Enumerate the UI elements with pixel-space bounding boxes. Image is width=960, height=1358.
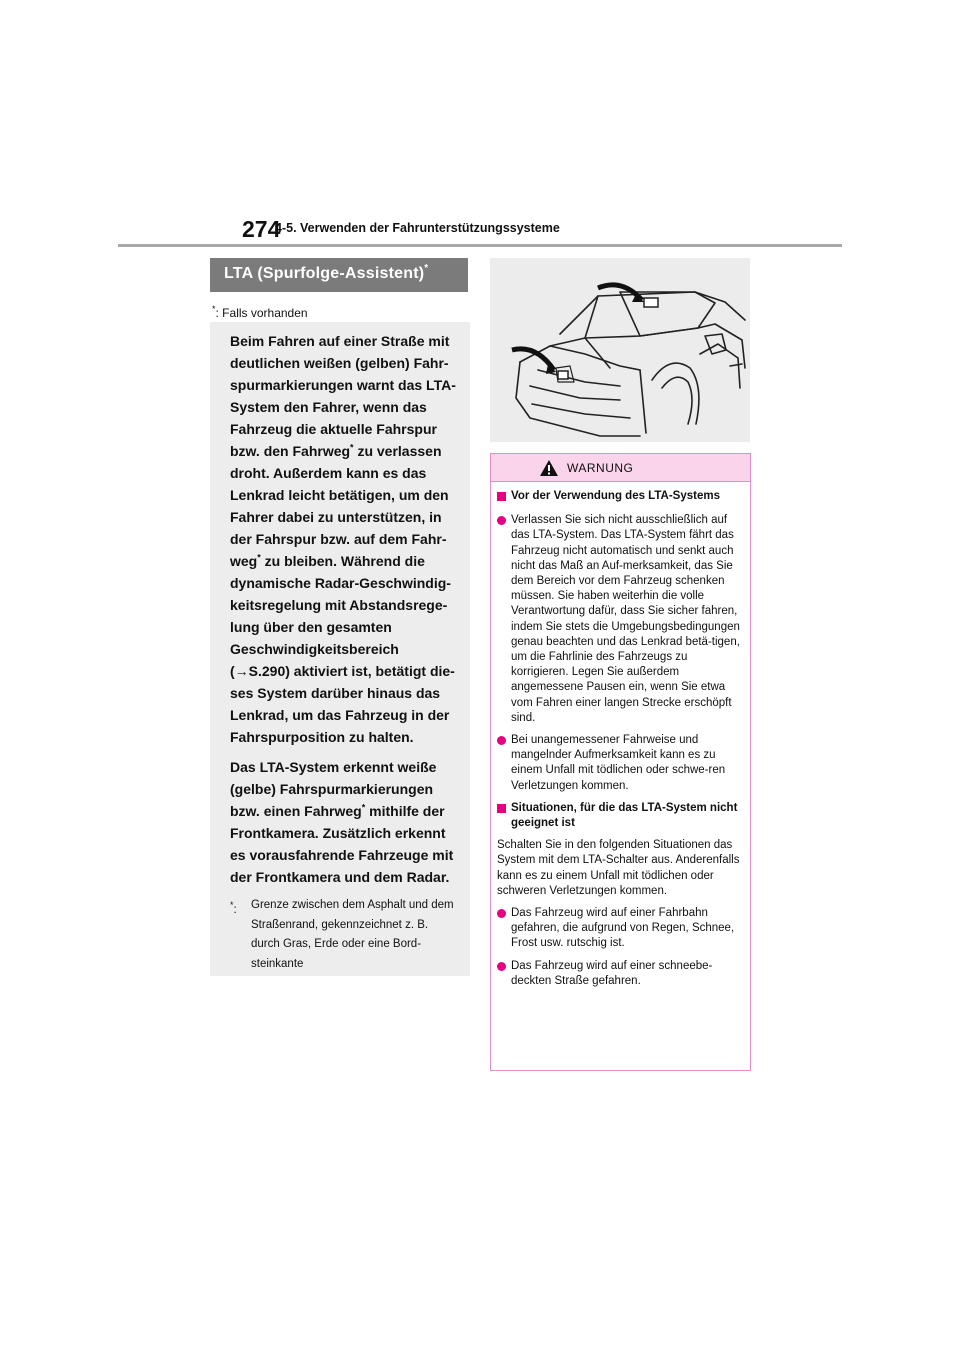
availability-marker: * — [212, 304, 216, 314]
page-number: 274 — [242, 216, 281, 242]
warning-header — [491, 454, 750, 482]
intro-text-1b: zu verlassen droht. Außerdem kann es das Lenkrad leicht betätigen, um den Fahrer dabei zu unterstützen, in der Fahrspur bzw. auf dem Fahr-weg — [230, 443, 449, 569]
intro-paragraph-1 — [230, 330, 460, 748]
heading-marker: * — [424, 263, 429, 274]
availability-note — [212, 304, 308, 320]
footnote-marker: *: — [230, 900, 237, 916]
square-bullet-icon — [497, 492, 506, 501]
heading-title: LTA (Spurfolge-Assistent) — [224, 265, 425, 282]
circle-bullet-icon — [497, 909, 506, 918]
circle-bullet-icon — [497, 516, 506, 525]
warning-heading-2: Situationen, für die das LTA-System nicht geeignet ist — [497, 801, 740, 831]
intro-box — [210, 322, 470, 976]
intro-marker: * — [361, 802, 366, 813]
footnote — [230, 896, 460, 974]
section-title: 4-5. Verwenden der Fahrunterstützungssysteme — [275, 221, 560, 235]
car-drawing — [490, 258, 750, 442]
intro-paragraph-2 — [230, 756, 460, 888]
intro-text-2a: Das LTA-System erkennt weiße (gelbe) Fahrspurmarkierungen bzw. einen Fahrweg — [230, 759, 437, 819]
warning-bullet-4: Das Fahrzeug wird auf einer schneebe-deckten Straße gefahren. — [497, 959, 740, 989]
warning-bullet-3: Das Fahrzeug wird auf einer Fahrbahn gefahren, die aufgrund von Regen, Schnee, Frost usw. rutschig ist. — [497, 906, 740, 952]
warning-box — [490, 453, 751, 1071]
square-bullet-icon — [497, 804, 506, 813]
header-rule — [118, 244, 842, 247]
circle-bullet-icon — [497, 962, 506, 971]
intro-text-1c: zu bleiben. Während die dynamische Radar-Geschwindig-keitsregelung mit Abstandsrege-lung über den gesamten Geschwindigkeitsbereich (→S.290) aktiviert ist, betätigt die-ses System darüber hinaus das Lenkrad, um das Fahrzeug in der Fahrspurposition zu halten. — [230, 553, 455, 745]
warning-title: WARNUNG — [567, 461, 634, 475]
footnote-text: Grenze zwischen dem Asphalt und dem Straßenrand, gekennzeichnet z. B. durch Gras, Erde oder eine Bord-steinkante — [251, 899, 454, 970]
warning-bullet-1: Verlassen Sie sich nicht ausschließlich auf das LTA-System. Das LTA-System fährt das Fahrzeug nicht automatisch und senkt auch nicht das Maß an Auf-merksamkeit, das Sie dem Bereich vor dem Fahrzeug schenken müssen. Sie haben weiterhin die volle Verantwortung dafür, dass Sie sicher fahren, indem Sie stets die Umgebungsbedingungen genau beachten und das Lenkrad betä-tigen, um die Fahrlinie des Fahrzeugs zu korrigieren. Legen Sie außerdem angemessene Pausen ein, wenn Sie etwa vom Fahren einer langen Strecke erschöpft sind. — [497, 513, 740, 726]
warning-triangle-icon — [539, 459, 559, 482]
intro-marker: * — [350, 442, 354, 453]
intro-text-2b: mithilfe der Frontkamera. Zusätzlich erkennt es vorausfahrende Fahrzeuge mit der Frontkamera und dem Radar. — [230, 803, 454, 885]
warning-bullet-2: Bei unangemessener Fahrweise und mangelnder Aufmerksamkeit kann es zu einem Unfall mit tödlichen oder schwe-ren Verletzungen kommen. — [497, 733, 740, 794]
heading-banner — [210, 258, 468, 292]
intro-text-1a: Beim Fahren auf einer Straße mit deutlichen weißen (gelben) Fahr-spurmarkierungen warnt das LTA-System den Fahrer, wenn das Fahrzeug die aktuelle Fahrspur bzw. den Fahrweg — [230, 333, 456, 459]
availability-text: : Falls vorhanden — [215, 306, 308, 320]
warning-heading-1: Vor der Verwendung des LTA-Systems — [497, 489, 740, 506]
intro-marker: * — [257, 552, 261, 563]
warning-paragraph: Schalten Sie in den folgenden Situationen das System mit dem LTA-Schalter aus. Anderenfalls kann es zu einem Unfall mit tödlichen oder schweren Verletzungen kommen. — [497, 839, 740, 897]
car-illustration — [490, 258, 750, 442]
warning-body — [491, 482, 750, 989]
circle-bullet-icon — [497, 736, 506, 745]
